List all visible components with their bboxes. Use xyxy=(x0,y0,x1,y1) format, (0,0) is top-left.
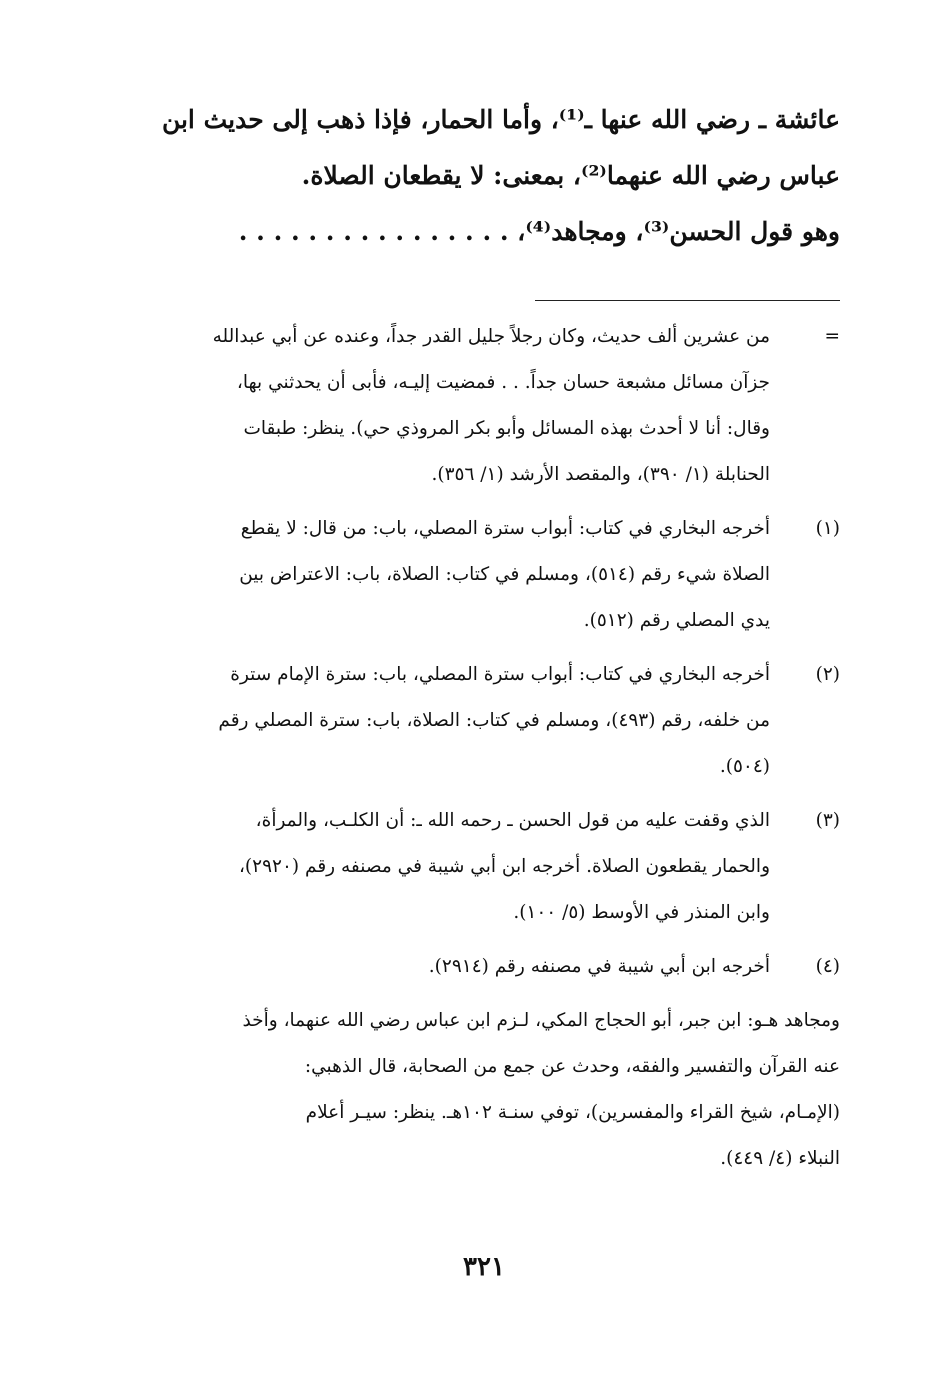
footnote-line: (٥٠٤). xyxy=(719,756,770,777)
footnote-line: الصلاة شيء رقم (٥١٤)، ومسلم في كتاب: الصلاة، باب: الاعتراض بين xyxy=(239,564,770,585)
footnote-number: (١) xyxy=(815,518,840,539)
footnote-4 xyxy=(128,944,840,990)
continuation-marker: = xyxy=(824,326,840,347)
footnote-line: النبلاء (٤/ ٤٤٩). xyxy=(720,1148,840,1169)
footnote-line: وقال: أنا لا أحدث بهذه المسائل وأبو بكر المروذي حي). ينظر: طبقات xyxy=(243,418,770,439)
footnote-line: ومجاهد هـو: ابن جبر، أبو الحجاج المكي، لـزم ابن عباس رضي الله عنهما، وأخذ xyxy=(242,1010,840,1031)
footnote-line: أخرجه ابن أبي شيبة في مصنفه رقم (٢٩١٤). xyxy=(428,956,770,977)
footnote-line: وابن المنذر في الأوسط (٥/ ١٠٠). xyxy=(513,902,770,923)
book-page xyxy=(128,92,840,1382)
footnote-line: والحمار يقطعون الصلاة. أخرجه ابن أبي شيبة في مصنفه رقم (٢٩٢٠)، xyxy=(238,856,770,877)
footnote-number: (٤) xyxy=(815,956,840,977)
footnote-line: أخرجه البخاري في كتاب: أبواب سترة المصلي، باب: من قال: لا يقطع xyxy=(240,518,770,539)
footnote-line: من عشرين ألف حديث، وكان رجلاً جليل القدر جداً، وعنده عن أبي عبدالله xyxy=(212,326,770,347)
footnote-3 xyxy=(128,798,840,936)
footnotes xyxy=(128,314,840,1182)
main-text xyxy=(128,92,840,260)
footnote-4-continuation xyxy=(128,998,840,1182)
footnote-continuation xyxy=(128,314,840,498)
footnote-2 xyxy=(128,652,840,790)
footnote-1 xyxy=(128,506,840,644)
main-text-line-2: عباس رضي الله عنهما⁽²⁾، بمعنى: لا يقطعان الصلاة. xyxy=(301,161,840,190)
footnote-line: من خلفه، رقم (٤٩٣)، ومسلم في كتاب: الصلاة، باب: سترة المصلي رقم xyxy=(218,710,770,731)
page-number: ٣٢١ xyxy=(463,1252,505,1282)
main-text-line-3: وهو قول الحسن⁽³⁾، ومجاهد⁽⁴⁾، . . . . . . . . . . . . . . . . xyxy=(238,217,840,246)
footnote-number: (٣) xyxy=(815,810,840,831)
footnote-line: عنه القرآن والتفسير والفقه، وحدث عن جمع من الصحابة، قال الذهبي: xyxy=(304,1056,840,1077)
footnote-line: أخرجه البخاري في كتاب: أبواب سترة المصلي، باب: سترة الإمام سترة xyxy=(230,664,770,685)
footnote-line: (الإمـام، شيخ القراء والمفسرين)، توفي سنـة ١٠٢هـ. ينظر: سيـر أعلام xyxy=(305,1102,840,1123)
footnote-divider xyxy=(535,300,840,301)
main-text-line-1: عائشة ـ رضي الله عنها ـ⁽¹⁾، وأما الحمار، فإذا ذهب إلى حديث ابن xyxy=(161,105,840,134)
footnote-line: يدي المصلي رقم (٥١٢). xyxy=(583,610,770,631)
footnote-line: الحنابلة (١/ ٣٩٠)، والمقصد الأرشد (١/ ٣٥٦). xyxy=(431,464,770,485)
footnote-line: الذي وقفت عليه من قول الحسن ـ رحمه الله ـ: أن الكلـب، والمرأة، xyxy=(255,810,770,831)
footnote-line: جزآن مسائل مشبعة حسان جداً. . . فمضيت إليـه، فأبى أن يحدثني بها، xyxy=(236,372,770,393)
footnote-number: (٢) xyxy=(815,664,840,685)
